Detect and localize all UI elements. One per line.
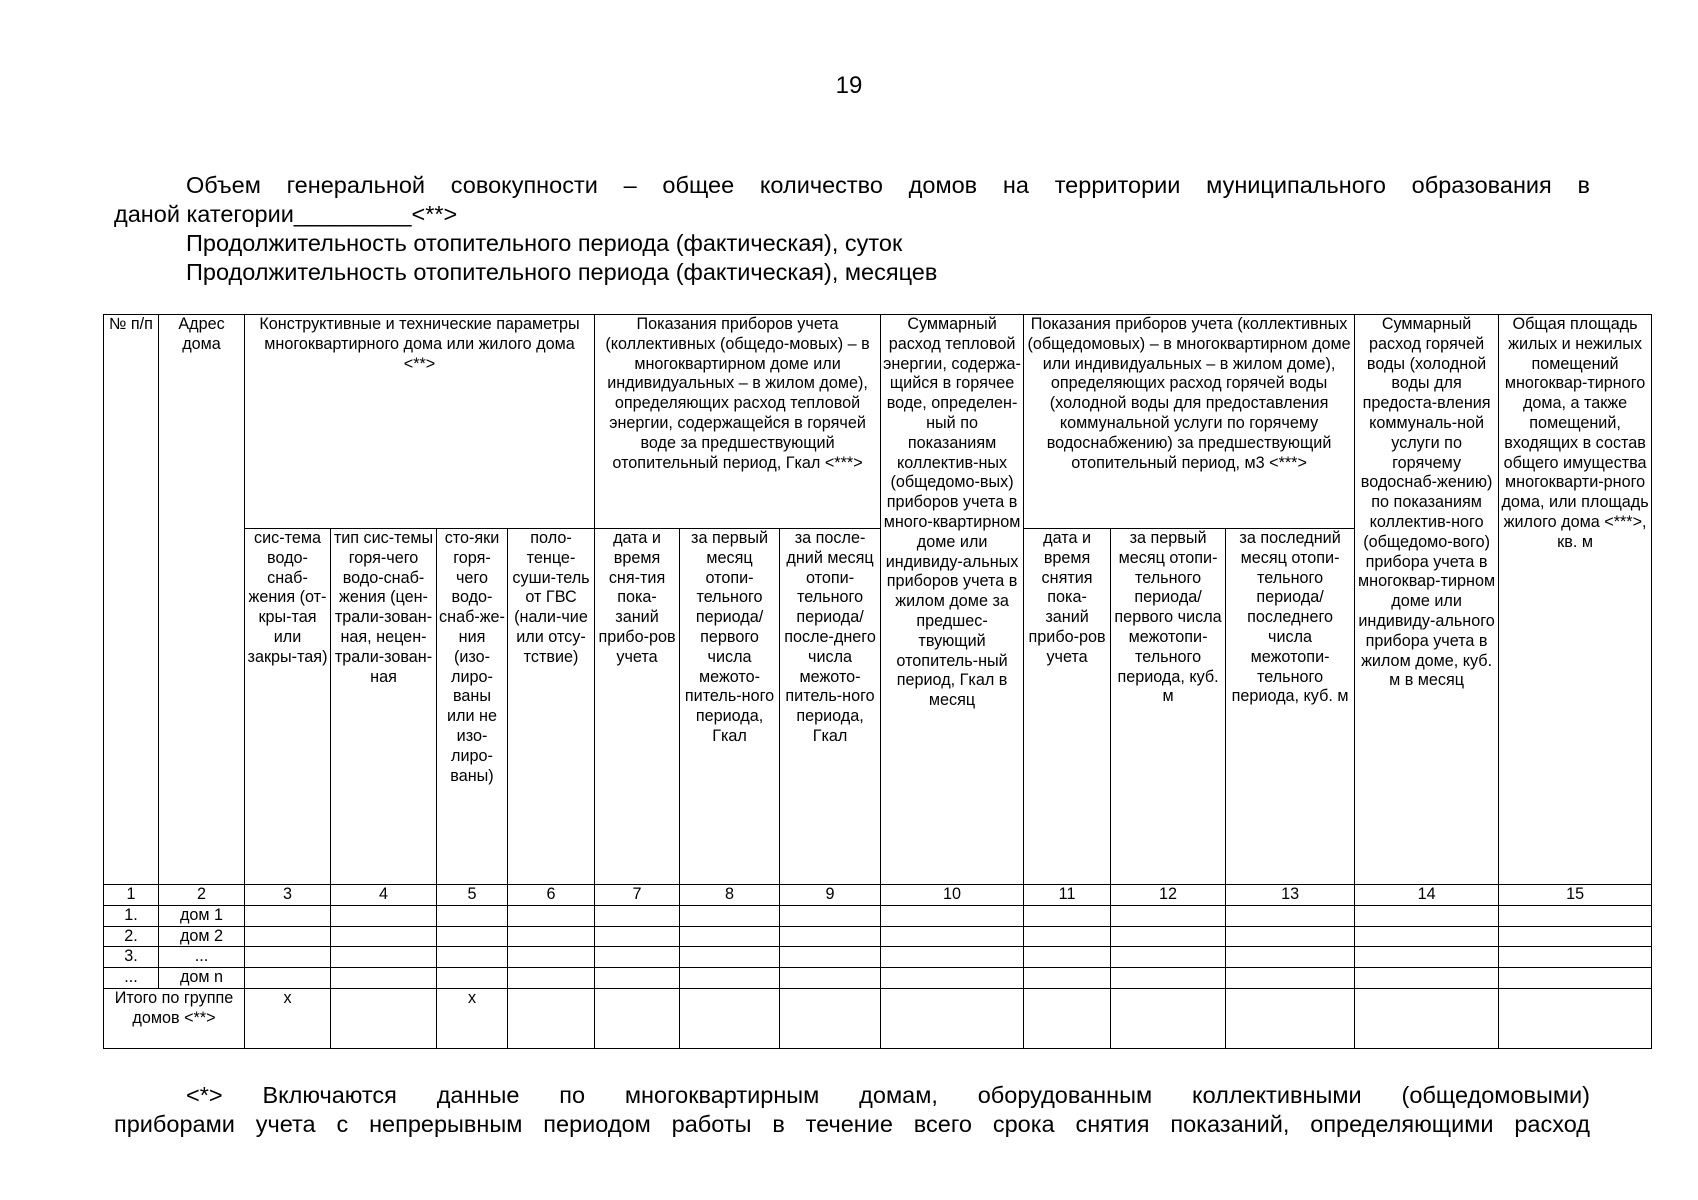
column-number: 7 <box>595 885 680 906</box>
total-label: Итого по группе домов <**> <box>104 988 245 1048</box>
empty-cell <box>1355 926 1499 947</box>
table-row <box>104 905 1652 926</box>
subheader-first-month-heat: за первый месяц отопи-тельного периода/ первого числа межото-питель-ного периода, Гкал <box>680 529 780 885</box>
empty-cell <box>331 926 437 947</box>
empty-cell <box>780 926 881 947</box>
empty-cell <box>1024 968 1111 989</box>
empty-cell <box>245 905 331 926</box>
column-number: 2 <box>159 885 245 906</box>
column-number: 6 <box>508 885 595 906</box>
empty-cell <box>1499 905 1652 926</box>
empty-cell <box>508 905 595 926</box>
subheader-hot-water-system-type: тип сис-темы горя-чего водо-снаб-жения (цен-трали-зован-ная, нецен-трали-зован-ная <box>331 529 437 885</box>
empty-cell <box>881 905 1024 926</box>
row-number-cell: ... <box>104 968 159 989</box>
row-number-cell: 3. <box>104 947 159 968</box>
column-number: 1 <box>104 885 159 906</box>
empty-cell <box>245 926 331 947</box>
empty-cell <box>331 988 437 1048</box>
footnote-line2: приборами учета с непрерывным периодом работы в течение всего срока снятия показаний, определяющими расход <box>114 1111 1590 1137</box>
table-row <box>104 968 1652 989</box>
empty-cell <box>508 926 595 947</box>
empty-cell <box>1111 988 1226 1048</box>
header-hot-water-meter-readings: Показания приборов учета (коллективных (общедомовых) – в многоквартирном доме или индивидуальных – в жилом доме), определяющих расход горячей воды (холодной воды для предоставления коммунальной услуги по горячему водоснабжению) за предшествующий отопительный период, м3 <***> <box>1024 315 1355 529</box>
empty-cell <box>881 926 1024 947</box>
footnote-line1: <*> Включаются данные по многоквартирным домам, оборудованным коллективными (общедомовыми) <box>186 1082 1590 1108</box>
column-number: 10 <box>881 885 1024 906</box>
address-cell: ... <box>159 947 245 968</box>
column-number: 11 <box>1024 885 1111 906</box>
empty-cell <box>1226 905 1355 926</box>
intro-paragraph-line1: Объем генеральной совокупности – общее количество домов на территории муниципального образования в <box>186 172 1590 198</box>
empty-cell <box>1499 968 1652 989</box>
empty-cell <box>1355 968 1499 989</box>
empty-cell <box>1355 947 1499 968</box>
empty-cell <box>1024 926 1111 947</box>
empty-cell <box>1355 905 1499 926</box>
empty-cell <box>437 905 508 926</box>
header-total-hot-water: Суммарный расход горячей воды (холодной воды для предоста-вления коммуналь-ной услуги по горячему водоснаб-жению) по показаниям коллектив-ного (общедомо-вого) прибора учета в многоквар-тирном доме или индивиду-ального прибора учета в жилом доме, куб. м в месяц <box>1355 315 1499 885</box>
empty-cell <box>680 905 780 926</box>
address-cell: дом 1 <box>159 905 245 926</box>
empty-cell <box>595 926 680 947</box>
row-number-cell: 2. <box>104 926 159 947</box>
column-number: 3 <box>245 885 331 906</box>
total-cell-risers: x <box>437 988 508 1048</box>
empty-cell <box>780 905 881 926</box>
subheader-towel-dryer: поло-тенце-суши-тель от ГВС (нали-чие или отсу-тствие) <box>508 529 595 885</box>
total-row <box>104 988 1652 1048</box>
empty-cell <box>508 988 595 1048</box>
row-number-cell: 1. <box>104 905 159 926</box>
metering-data-table <box>103 314 1652 1049</box>
empty-cell <box>1226 926 1355 947</box>
empty-cell <box>1111 968 1226 989</box>
column-number: 12 <box>1111 885 1226 906</box>
empty-cell <box>595 988 680 1048</box>
column-number: 14 <box>1355 885 1499 906</box>
address-cell: дом n <box>159 968 245 989</box>
empty-cell <box>780 968 881 989</box>
empty-cell <box>437 926 508 947</box>
empty-cell <box>1226 988 1355 1048</box>
empty-cell <box>331 905 437 926</box>
column-number: 5 <box>437 885 508 906</box>
total-cell-water-system: x <box>245 988 331 1048</box>
empty-cell <box>881 968 1024 989</box>
subheader-last-month-water: за последний месяц отопи-тельного периода/ последнего числа межотопи-тельного периода, куб. м <box>1226 529 1355 885</box>
empty-cell <box>1111 905 1226 926</box>
empty-cell <box>508 968 595 989</box>
address-cell: дом 2 <box>159 926 245 947</box>
heating-period-months-line: Продолжительность отопительного периода (фактическая), месяцев <box>186 259 938 285</box>
heating-period-days-line: Продолжительность отопительного периода (фактическая), суток <box>186 230 903 256</box>
empty-cell <box>331 947 437 968</box>
table-row <box>104 947 1652 968</box>
header-address: Адрес дома <box>159 315 245 885</box>
column-number: 15 <box>1499 885 1652 906</box>
subheader-risers: сто-яки горя-чего водо-снаб-же-ния (изо-лиро-ваны или не изо-лиро-ваны) <box>437 529 508 885</box>
column-number: 4 <box>331 885 437 906</box>
empty-cell <box>508 947 595 968</box>
empty-cell <box>1024 905 1111 926</box>
header-total-area: Общая площадь жилых и нежилых помещений многоквар-тирного дома, а также помещений, входящих в состав общего имущества многокварти-рного дома, или площадь жилого дома <***>, кв. м <box>1499 315 1652 885</box>
page-number: 19 <box>835 72 863 99</box>
empty-cell <box>1024 988 1111 1048</box>
header-construction-params: Конструктивные и технические параметры многоквартирного дома или жилого дома <**> <box>245 315 595 529</box>
empty-cell <box>780 947 881 968</box>
empty-cell <box>1024 947 1111 968</box>
header-total-heat-energy: Суммарный расход тепловой энергии, содержа-щийся в горячее воде, определен-ный по показаниям коллектив-ных (общедомо-вых) приборов учета в много-квартирном доме или индивиду-альных приборов учета в жилом доме за предшес-твующий отопитель-ный период, Гкал в месяц <box>881 315 1024 885</box>
empty-cell <box>245 968 331 989</box>
subheader-last-month-heat: за после-дний месяц отопи-тельного периода/ после-днего числа межото-питель-ного периода, Гкал <box>780 529 881 885</box>
column-number: 9 <box>780 885 881 906</box>
empty-cell <box>780 988 881 1048</box>
column-number: 13 <box>1226 885 1355 906</box>
empty-cell <box>680 988 780 1048</box>
header-row-number: № п/п <box>104 315 159 885</box>
empty-cell <box>331 968 437 989</box>
empty-cell <box>1111 926 1226 947</box>
empty-cell <box>680 926 780 947</box>
table-row <box>104 926 1652 947</box>
empty-cell <box>245 947 331 968</box>
subheader-reading-date-heat: дата и время сня-тия пока-заний прибо-ров учета <box>595 529 680 885</box>
subheader-reading-date-water: дата и время снятия пока-заний прибо-ров учета <box>1024 529 1111 885</box>
empty-cell <box>595 905 680 926</box>
empty-cell <box>881 988 1024 1048</box>
empty-cell <box>1111 947 1226 968</box>
empty-cell <box>1499 988 1652 1048</box>
subheader-first-month-water: за первый месяц отопи-тельного периода/ первого числа межотопи-тельного периода, куб. м <box>1111 529 1226 885</box>
empty-cell <box>881 947 1024 968</box>
empty-cell <box>595 947 680 968</box>
empty-cell <box>437 947 508 968</box>
empty-cell <box>1499 926 1652 947</box>
empty-cell <box>595 968 680 989</box>
empty-cell <box>680 947 780 968</box>
intro-paragraph-line1-continuation: даной категории_________<**> <box>114 201 458 227</box>
empty-cell <box>437 968 508 989</box>
column-number-row <box>104 885 1652 906</box>
empty-cell <box>680 968 780 989</box>
empty-cell <box>1355 988 1499 1048</box>
empty-cell <box>1226 947 1355 968</box>
column-number: 8 <box>680 885 780 906</box>
empty-cell <box>1499 947 1652 968</box>
subheader-water-supply-system: сис-тема водо-снаб-жения (от-кры-тая или закры-тая) <box>245 529 331 885</box>
empty-cell <box>1226 968 1355 989</box>
header-heat-meter-readings: Показания приборов учета (коллективных (общедо-мовых) – в многоквартирном доме или индивидуальных – в жилом доме), определяющих расход тепловой энергии, содержащейся в горячей воде за предшествующий отопительный период, Гкал <***> <box>595 315 881 529</box>
